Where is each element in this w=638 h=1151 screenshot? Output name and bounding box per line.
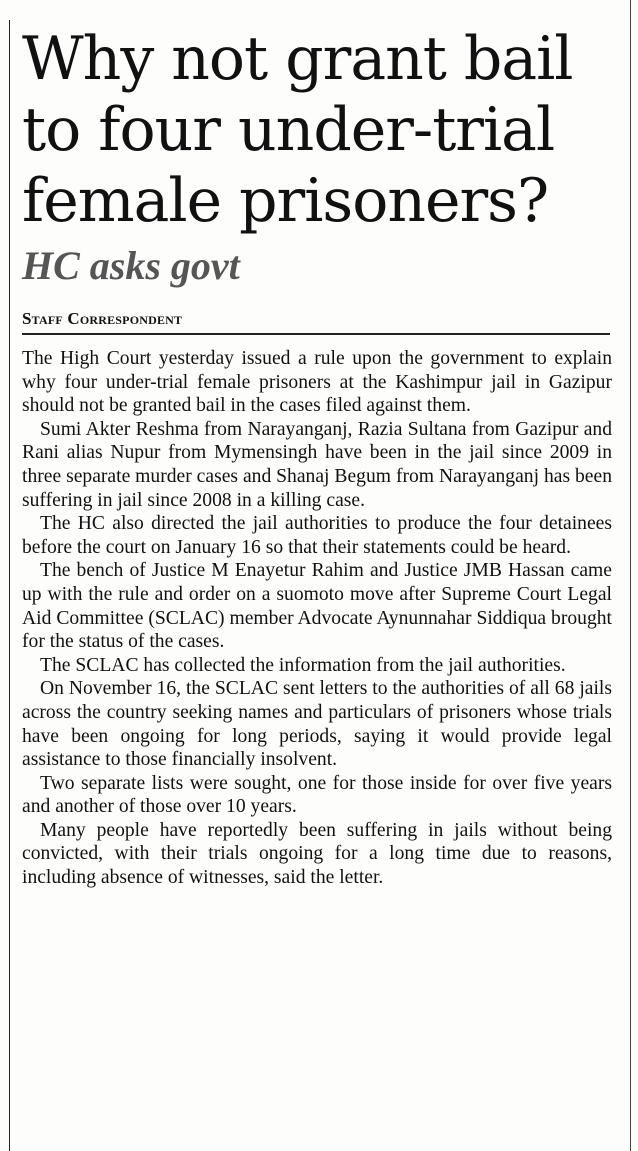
article [22,24,612,890]
article-body [22,347,612,890]
paragraph-8: Many people have reportedly been suffering in jails without being convicted, with their trials ongoing for a long time due to reasons, including absence of witnesses, said the letter. [22,819,612,889]
byline: Staff Correspondent [22,309,183,328]
headline [22,24,612,237]
subheadline: HC asks govt [22,243,240,288]
headline-line-1: Why not grant bail [22,24,573,94]
right-column-rule [630,0,631,1151]
headline-line-3: female prisoners? [22,166,549,236]
paragraph-4: The bench of Justice M Enayetur Rahim and Justice JMB Hassan came up with the rule and order on a suomoto move after Supreme Court Legal Aid Committee (SCLAC) member Advocate Aynunnahar Siddiqua brought for the status of the cases. [22,560,612,653]
paragraph-7: Two separate lists were sought, one for those inside for over five years and another of those over 10 years. [22,772,612,818]
paragraph-5: The SCLAC has collected the information from the jail authorities. [40,654,566,676]
paragraph-2: Sumi Akter Reshma from Narayanganj, Razia Sultana from Gazipur and Rani alias Nupur from Mymensingh have been in the jail since 2009 in three separate murder cases and Shanaj Begum from Narayanganj has been suffering in jail since 2008 in a killing case. [22,418,612,511]
byline-divider [22,333,610,335]
headline-line-2: to four under-trial [22,95,555,165]
left-column-rule [9,20,10,1151]
paragraph-3: The HC also directed the jail authorities to produce the four detainees before the court on January 16 so that their statements could be heard. [22,513,612,558]
paragraph-1: The High Court yesterday issued a rule upon the government to explain why four under-trial female prisoners at the Kashimpur jail in Gazipur should not be granted bail in the cases filed against them. [22,348,612,417]
paragraph-6: On November 16, the SCLAC sent letters to the authorities of all 68 jails across the country seeking names and particulars of prisoners whose trials have been ongoing for long periods, saying it would provide legal assistance to those financially insolvent. [22,678,612,771]
